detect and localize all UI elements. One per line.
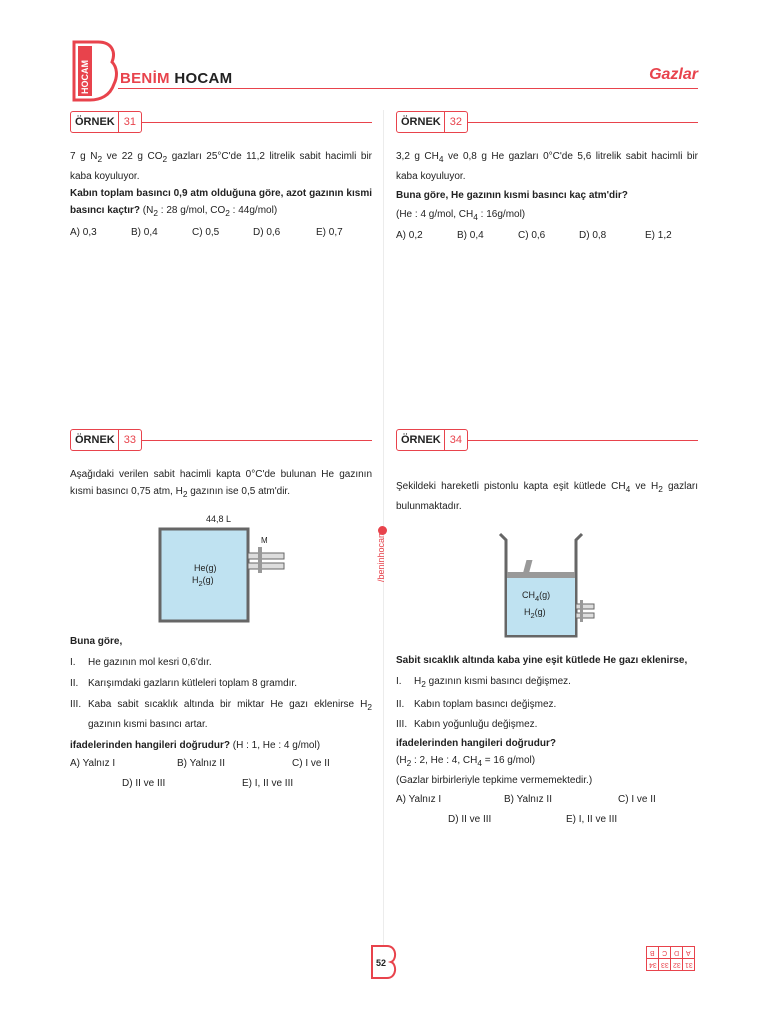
option-b[interactable]: B) Yalnız II [504,794,552,805]
option-b[interactable]: B) Yalnız II [177,758,225,769]
question-lead: Sabit sıcaklık altında kaba yine eşit kütlede He gazı eklenirse, [396,655,688,666]
volume-label: 44,8 L [206,514,232,524]
answer-options-row1 [396,792,698,808]
question-text: 7 g $N_2$ ve 22 g $CO_2$ gazları 25°C'de 11,2 litrelik sabit hacimli bir kaba koyuluyor. [70,151,372,182]
answer-options-row1 [70,756,372,772]
option-c[interactable]: C) 0,6 [518,230,546,241]
gas-label-h2: $H_2(g)$ [524,607,546,620]
answer-key: B C D A 34 33 32 31 [646,946,698,972]
gas-label-h2: $H_2(g)$ [192,575,214,588]
option-d[interactable]: D) 0,8 [579,230,607,241]
example-header [396,429,698,451]
example-label: ÖRNEK [75,434,115,446]
question-text: Şekildeki hareketli pistonlu kapta eşit kütlede $CH_4$ ve $H_2$ gazları bulunmaktadır. [396,481,699,512]
answer-options-row2 [70,776,372,792]
piston-container-figure [496,532,606,642]
gas-label-ch4: $CH_4(g)$ [522,590,551,603]
question-prompt: Kabın toplam basıncı 0,9 atm olduğuna göre, azot gazının kısmi basıncı kaçtır? ($N_2$ : 28 g/mol, $CO_2$ : 44g/mol) [70,188,372,218]
option-a[interactable]: A) Yalnız I [396,794,442,805]
brand-part2: HOCAM [174,70,233,87]
answer-options-row2 [396,812,698,828]
question-prompt: Buna göre, He gazının kısmi basıncı kaç atm'dir? [396,190,628,201]
statement-item: II. Kabın toplam basıncı değişmez. [396,699,557,710]
example-34 [396,429,698,828]
option-d[interactable]: D) II ve III [448,814,492,825]
example-number: 33 [118,430,141,450]
statement-item: III. Kabın yoğunluğu değişmez. [396,719,538,730]
statement-item: III. Kaba sabit sıcaklık altında bir miktar He gazı eklenirse $H_2$ gazının kısmi basıncı artar. [70,699,372,730]
question-text: Aşağıdaki verilen sabit hacimli kapta 0°C'de bulunan He gazının kısmi basıncı 0,75 atm, $H_2$ gazının ise 0,5 atm'dir. [70,469,372,499]
option-e[interactable]: E) I, II ve III [242,778,294,789]
statement-list [396,673,698,733]
option-e[interactable]: E) 0,7 [316,227,343,238]
option-d[interactable]: D) 0,6 [253,227,281,238]
option-e[interactable]: E) I, II ve III [566,814,618,825]
header-rule [118,88,698,89]
option-a[interactable]: A) 0,3 [70,227,97,238]
statement-item: I. He gazının mol kesri 0,6'dır. [70,657,212,668]
example-header [70,429,372,451]
question-lead: Buna göre, [70,636,123,647]
example-33 [70,429,372,792]
statement-item: I. $H_2$ gazının kısmi basıncı değişmez. [396,676,571,689]
question-note: (Gazlar birbirleriyle tepkime vermemektedir.) [396,775,593,786]
example-header [70,111,372,133]
example-header [396,111,698,133]
question-prompt: ifadelerinden hangileri doğrudur? (H : 1, He : 4 g/mol) [70,740,321,751]
topic-title: Gazlar [649,66,698,83]
page-number-badge [369,944,399,980]
example-32 [396,111,698,244]
example-label: ÖRNEK [75,116,115,128]
answer-options [70,225,372,241]
question-constants: (He : 4 g/mol, $CH_4$ : 16g/mol) [396,209,526,222]
gas-label-he: He(g) [194,563,217,573]
option-a[interactable]: A) Yalnız I [70,758,116,769]
option-c[interactable]: C) I ve II [618,794,656,805]
statement-item: II. Karışımdaki gazların kütleleri toplam 8 gramdır. [70,678,297,689]
example-number: 32 [444,112,467,132]
valve-label: M [261,536,268,545]
statement-list [70,654,372,733]
side-handle: /beninhocam [376,530,386,582]
brand-part1: BENİM [120,70,170,87]
question-text: 3,2 g $CH_4$ ve 0,8 g He gazları 0°C'de 5,6 litrelik sabit hacimli bir kaba koyuluyor. [396,151,699,182]
page-number: 52 [376,958,387,968]
example-label: ÖRNEK [401,434,441,446]
question-prompt: ifadelerinden hangileri doğrudur? [396,738,557,749]
option-c[interactable]: C) 0,5 [192,227,220,238]
option-c[interactable]: C) I ve II [292,758,330,769]
option-d[interactable]: D) II ve III [122,778,166,789]
option-b[interactable]: B) 0,4 [457,230,484,241]
example-number: 31 [118,112,141,132]
gas-container-figure [158,513,288,623]
brand-name [120,70,232,87]
question-constants: ($H_2$ : 2, He : 4, $CH_4 = 16$ g/mol) [396,755,536,768]
example-label: ÖRNEK [401,116,441,128]
option-e[interactable]: E) 1,2 [645,230,672,241]
answer-options [396,228,698,244]
option-a[interactable]: A) 0,2 [396,230,423,241]
benim-hocam-logo [70,40,118,102]
option-b[interactable]: B) 0,4 [131,227,158,238]
svg-text:HOCAM: HOCAM [80,60,90,94]
example-31 [70,111,372,241]
example-number: 34 [444,430,467,450]
